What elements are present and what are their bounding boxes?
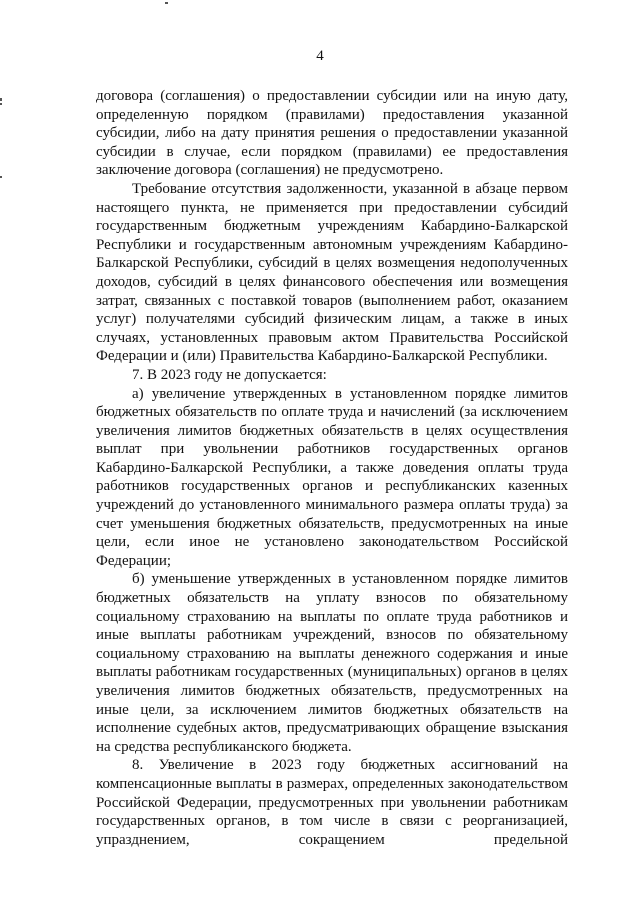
scan-speck-top	[165, 2, 168, 4]
paragraph-item-8: 8. Увеличение в 2023 году бюджетных ассигнований на компенсационные выплаты в размерах, определенных законодательством Российской Федерации, предусмотренных при увольнении работникам государственных органов, в том числе в связи с реорганизацией, упразднением, сокращением предельной	[96, 757, 568, 848]
paragraph-item-7b: б) уменьшение утвержденных в установленном порядке лимитов бюджетных обязательств на уплату взносов по обязательному социальному страхованию на выплаты по оплате труда работников и иные выплаты работникам учреждений, взносов по обязательному социальному страхованию на выплаты денежного содержания и иные выплаты работникам государственных (муниципальных) органов в целях увеличения лимитов бюджетных обязательств, предусмотренных на иные цели, за исключением лимитов бюджетных обязательств на исполнение судебных актов, предусматривающих обращение взыскания на средства республиканского бюджета.	[96, 571, 568, 755]
paragraph-item-7a: а) увеличение утвержденных в установленном порядке лимитов бюджетных обязательств по оплате труда и начислений (за исключением увеличения лимитов бюджетных обязательств в целях осуществления выплат при увольнении работников государственных органов Кабардино-Балкарской Республики, а также доведения оплаты труда работников государственных органов и республиканских казенных учреждений до установленного минимального размера оплаты труда) за счет уменьшения бюджетных обязательств, предусмотренных на иные цели, если иное не установлено законодательством Российской Федерации;	[96, 385, 568, 569]
scan-speck-left	[0, 98, 2, 101]
scan-speck-left-3	[0, 176, 2, 178]
paragraph-contract-date: договора (соглашения) о предоставлении субсидии или на иную дату, определенную порядком (правилами) предоставления указанной субсидии, либо на дату принятия решения о предоставлении указанной субсидии в случае, если порядком (правилами) ее предоставления заключение договора (соглашения) не предусмотрено.	[96, 88, 568, 179]
page-number: 4	[316, 48, 324, 64]
document-body	[96, 87, 568, 849]
paragraph-debt-requirement: Требование отсутствия задолженности, указанной в абзаце первом настоящего пункта, не применяется при предоставлении субсидий государственным бюджетным учреждениям Кабардино-Балкарской Республики и государственным автономным учреждениям Кабардино-Балкарской Республики, субсидий в целях возмещения недополученных доходов, субсидий в целях финансового обеспечения или возмещения затрат, связанных с поставкой товаров (выполнением работ, оказанием услуг) получателями субсидий физическим лицам, а также в иных случаях, установленных правовым актом Правительства Российской Федерации и (или) Правительства Кабардино-Балкарской Республики.	[96, 180, 568, 365]
paragraph-item-7-heading: 7. В 2023 году не допускается:	[132, 366, 327, 383]
scan-speck-left-2	[0, 103, 2, 105]
